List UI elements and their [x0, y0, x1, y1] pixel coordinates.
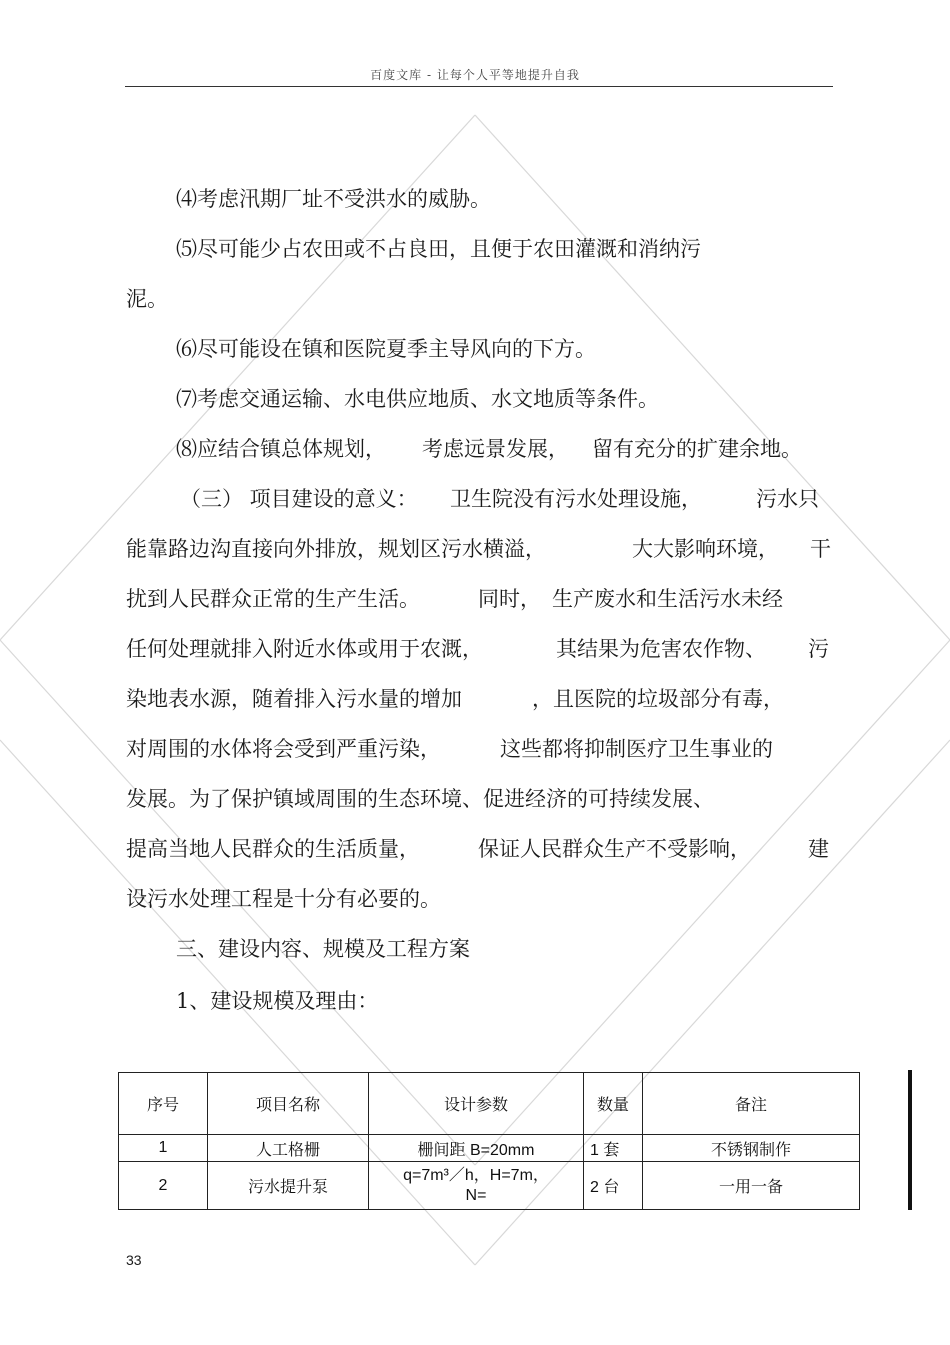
paragraph-6: ⑹尽可能设在镇和医院夏季主导风向的下方。: [176, 337, 596, 361]
text-segment: 污: [808, 637, 829, 661]
table-cell: 栅间距 B=20mm: [369, 1135, 584, 1162]
table-cell: 一用一备: [643, 1162, 860, 1210]
table-cell: 1: [119, 1135, 208, 1162]
table-header-cell: 设计参数: [369, 1073, 584, 1135]
page-header: 百度文库 - 让每个人平等地提升自我: [370, 68, 580, 82]
text-segment: 任何处理就排入附近水体或用于农溉，: [126, 637, 483, 661]
table-header-cell: 序号: [119, 1073, 208, 1135]
subsection-heading: 1、建设规模及理由：: [176, 989, 379, 1013]
table-cell: q=7m³／h，H=7m，N=: [369, 1162, 584, 1210]
table-header-cell: 数量: [584, 1073, 643, 1135]
section-heading: 三、建设内容、规模及工程方案: [176, 937, 470, 961]
table-cell: 污水提升泵: [208, 1162, 369, 1210]
paragraph-8-part: ⑻应结合镇总体规划，: [176, 437, 386, 461]
table-header-row: [119, 1073, 860, 1135]
text-segment: 设污水处理工程是十分有必要的。: [126, 887, 441, 911]
paragraph-8-part: 考虑远景发展，: [422, 437, 569, 461]
text-segment: 对周围的水体将会受到严重污染，: [126, 737, 441, 761]
table-header-cell: 备注: [643, 1073, 860, 1135]
table-row: [119, 1162, 860, 1210]
text-segment: 能靠路边沟直接向外排放，规划区污水横溢，: [126, 537, 546, 561]
table-row: [119, 1135, 860, 1162]
paragraph-8-part: 留有充分的扩建余地。: [592, 437, 802, 461]
text-segment: 卫生院没有污水处理设施，: [450, 487, 702, 511]
text-segment: 其结果为危害农作物、: [556, 637, 766, 661]
text-segment: 干: [810, 537, 831, 561]
text-segment: 扰到人民群众正常的生产生活。: [126, 587, 420, 611]
page-number: 33: [126, 1252, 142, 1268]
text-segment: 染地表水源，随着排入污水量的增加: [126, 687, 462, 711]
header-divider: [125, 86, 833, 87]
text-segment: 建: [808, 837, 829, 861]
design-table: [118, 1072, 860, 1210]
table-cell: 人工格栅: [208, 1135, 369, 1162]
text-segment: 发展。为了保护镇域周围的生态环境、促进经济的可持续发展、: [126, 787, 714, 811]
text-segment: 这些都将抑制医疗卫生事业的: [500, 737, 773, 761]
paragraph-7: ⑺考虑交通运输、水电供应地质、水文地质等条件。: [176, 387, 659, 411]
text-segment: 提高当地人民群众的生活质量，: [126, 837, 420, 861]
text-segment: （三） 项目建设的意义：: [180, 487, 418, 511]
table-edge-bar: [908, 1070, 912, 1210]
text-segment: 生产废水和生活污水未经: [552, 587, 783, 611]
paragraph-5-continued: 泥。: [126, 287, 168, 311]
paragraph-4: ⑷考虑汛期厂址不受洪水的威胁。: [176, 187, 491, 211]
text-segment: 同时，: [478, 587, 541, 611]
table-cell: 2: [119, 1162, 208, 1210]
table-cell: 不锈钢制作: [643, 1135, 860, 1162]
table-cell: 1 套: [584, 1135, 643, 1162]
table-cell: 2 台: [584, 1162, 643, 1210]
table-header-cell: 项目名称: [208, 1073, 369, 1135]
text-segment: ，且医院的垃圾部分有毒，: [532, 687, 784, 711]
paragraph-5: ⑸尽可能少占农田或不占良田，且便于农田灌溉和消纳污: [176, 237, 701, 261]
text-segment: 污水只: [756, 487, 819, 511]
text-segment: 大大影响环境，: [632, 537, 779, 561]
text-segment: 保证人民群众生产不受影响，: [478, 837, 751, 861]
